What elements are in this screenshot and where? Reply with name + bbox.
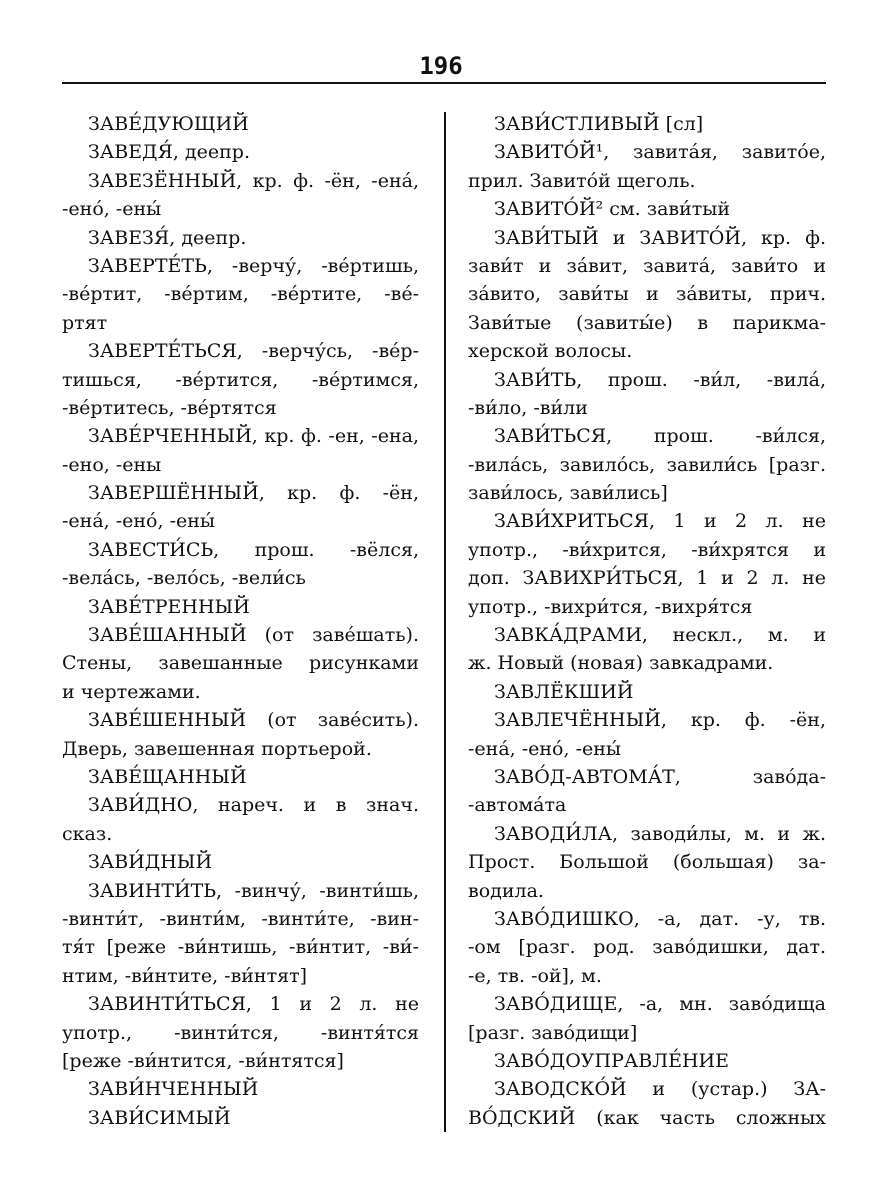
text-line: ЗАВО́ДОУПРАВЛЕ́НИЕ xyxy=(494,1049,729,1072)
text-line: -ве́ртитесь, -ве́ртятся xyxy=(62,396,277,419)
text-line: ЗАВО́ДИЩЕ, -а, мн. заво́дища xyxy=(494,993,826,1016)
page-number: 196 xyxy=(419,52,463,80)
text-line: ЗАВИ́ТЬСЯ, прош. -ви́лся, xyxy=(494,425,826,448)
text-line: ЗАВЕДЯ́, деепр. xyxy=(88,141,250,164)
text-line: ЗАВИ́ДНЫЙ xyxy=(88,851,213,874)
text-line: ЗАВЛЁКШИЙ xyxy=(494,680,634,703)
text-line: за́вито, зави́ты и за́виты, прич. xyxy=(468,283,826,306)
text-line: зави́лось, зави́лись] xyxy=(468,482,668,505)
text-line: -ено, -ены xyxy=(62,453,162,476)
text-line: ЗАВЕ́ШЕННЫЙ (от заве́сить). xyxy=(88,709,419,732)
text-line: Прост. Большой (большая) за- xyxy=(468,851,826,874)
text-line: ЗАВОДИ́ЛА, заводи́лы, м. и ж. xyxy=(494,822,826,845)
text-line: прил. Завито́й щеголь. xyxy=(468,169,696,192)
text-line: ж. Новый (новая) завкадрами. xyxy=(468,652,774,675)
header-rule xyxy=(62,82,826,84)
text-line: -автома́та xyxy=(468,794,567,817)
text-line: ЗАВИ́СТЛИВЫЙ [сл] xyxy=(494,113,704,135)
text-line: [реже -ви́нтится, -ви́нтятся] xyxy=(62,1049,344,1072)
text-line: ЗАВО́ДИШКО, -а, дат. -у, тв. xyxy=(494,907,826,930)
text-line: херской волосы. xyxy=(468,340,633,363)
text-line: -вела́сь, -вело́сь, -вели́сь xyxy=(62,567,306,590)
text-line: ЗАВЛЕЧЁННЫЙ, кр. ф. -ён, xyxy=(494,709,826,732)
text-line: -е, тв. -ой], м. xyxy=(468,964,602,987)
text-line: зави́т и за́вит, завита́, зави́то и xyxy=(468,254,826,277)
text-line: ЗАВИ́ДНО, нареч. и в знач. xyxy=(88,794,419,817)
text-line: ЗАВЕ́ТРЕННЫЙ xyxy=(88,595,250,618)
text-line: и чертежами. xyxy=(62,680,201,703)
text-line: ЗАВЕ́РЧЕННЫЙ, кр. ф. -ен, -ена, xyxy=(88,425,419,448)
text-line: -винти́т, -винти́м, -винти́те, -вин- xyxy=(62,907,419,930)
text-line: ЗАВО́Д-АВТОМА́Т, заво́да- xyxy=(494,765,826,788)
text-line: -ено́, -ены́ xyxy=(62,198,162,221)
text-line: -ве́ртит, -ве́ртим, -ве́ртите, -ве́- xyxy=(62,283,419,306)
text-line: -ена́, -ено́, -ены́ xyxy=(468,737,622,760)
text-line: -ом [разг. род. заво́дишки, дат. xyxy=(468,936,826,959)
text-line: Зави́тые (завиты́е) в парикма- xyxy=(468,311,826,334)
text-line: употр., -винти́тся, -винтя́тся xyxy=(62,1021,419,1044)
text-line: ЗАВИТО́Й¹, завита́я, завито́е, xyxy=(494,141,826,164)
text-line: ЗАВЕЗЁННЫЙ, кр. ф. -ён, -ена́, xyxy=(88,169,419,192)
text-line: ЗАВЕ́ДУЮЩИЙ xyxy=(88,113,249,135)
text-line: -вила́сь, завило́сь, завили́сь [разг. xyxy=(468,453,826,476)
text-line: ЗАВЕ́ЩАННЫЙ xyxy=(88,765,247,788)
text-line: [разг. заво́дищи] xyxy=(468,1021,638,1044)
right-column xyxy=(468,110,826,1132)
text-line: ЗАВИНТИ́ТЬСЯ, 1 и 2 л. не xyxy=(88,993,419,1016)
text-line: тя́т [реже -ви́нтишь, -ви́нтит, -ви́- xyxy=(62,936,419,959)
text-line: нтим, -ви́нтите, -ви́нтят] xyxy=(62,964,308,987)
text-line: ЗАВЕЗЯ́, деепр. xyxy=(88,226,247,249)
text-line: ЗАВЕСТИ́СЬ, прош. -вёлся, xyxy=(88,538,419,561)
text-line: ВО́ДСКИЙ (как часть сложных xyxy=(468,1106,826,1129)
text-line: ЗАВИТО́Й² см. зави́тый xyxy=(494,198,731,221)
text-line: водила. xyxy=(468,879,544,902)
text-line: сказ. xyxy=(62,822,113,845)
text-line: ртят xyxy=(62,311,108,334)
text-line: ЗАВИНТИ́ТЬ, -винчу́, -винти́шь, xyxy=(88,879,419,902)
text-line: ЗАВИ́СИМЫЙ xyxy=(88,1106,231,1129)
text-line: ЗАВИ́ХРИТЬСЯ, 1 и 2 л. не xyxy=(494,510,826,533)
text-line: ЗАВЕРТЕ́ТЬ, -верчу́, -ве́ртишь, xyxy=(88,254,419,277)
text-line: употр., -вихри́тся, -вихря́тся xyxy=(468,595,753,618)
text-line: Дверь, завешенная портьерой. xyxy=(62,737,372,760)
text-line: ЗАВЕРТЕ́ТЬСЯ, -верчу́сь, -ве́р- xyxy=(88,340,419,363)
column-divider xyxy=(444,112,446,1132)
text-line: ЗАВИ́ТЫЙ и ЗАВИТО́Й, кр. ф. xyxy=(494,226,826,249)
text-line: ЗАВЕ́ШАННЫЙ (от заве́шать). xyxy=(88,624,419,647)
text-line: тишься, -ве́ртится, -ве́ртимся, xyxy=(62,368,419,391)
text-line: -ви́ло, -ви́ли xyxy=(468,396,588,419)
text-line: доп. ЗАВИХРИ́ТЬСЯ, 1 и 2 л. не xyxy=(468,567,826,590)
left-column xyxy=(62,110,419,1132)
text-line: Стены, завешанные рисунками xyxy=(62,652,419,675)
text-line: ЗАВИ́НЧЕННЫЙ xyxy=(88,1078,259,1101)
text-line: ЗАВОДСКО́Й и (устар.) ЗА- xyxy=(494,1078,826,1101)
text-line: употр., -ви́хрится, -ви́хрятся и xyxy=(468,538,826,561)
text-line: ЗАВИ́ТЬ, прош. -ви́л, -вила́, xyxy=(494,368,826,391)
text-line: -ена́, -ено́, -ены́ xyxy=(62,510,216,533)
text-line: ЗАВКА́ДРАМИ, нескл., м. и xyxy=(494,624,826,647)
text-line: ЗАВЕРШЁННЫЙ, кр. ф. -ён, xyxy=(88,482,419,505)
